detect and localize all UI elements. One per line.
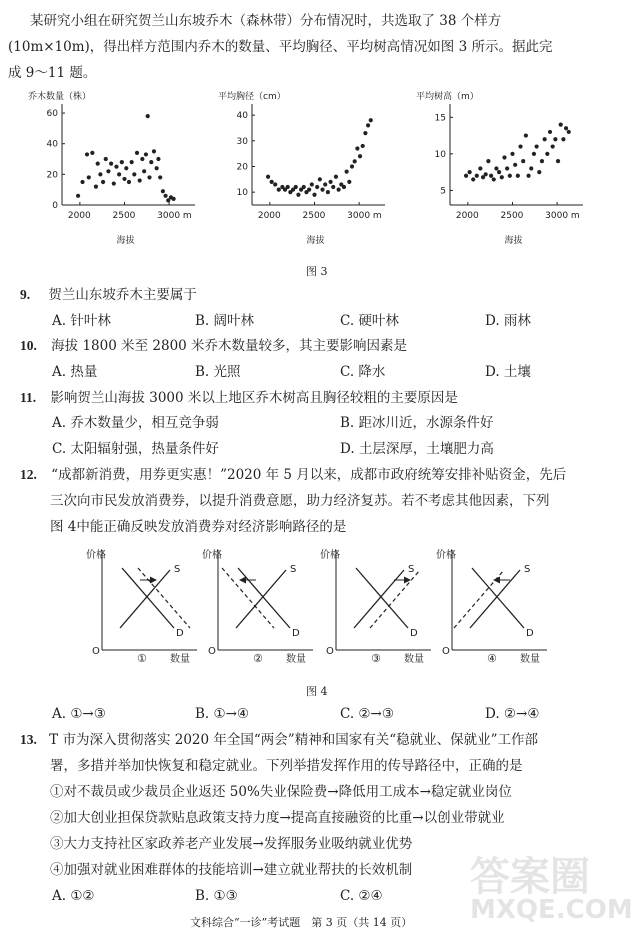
y-axis-label: 乔木数量（株） <box>28 92 92 102</box>
data-point <box>163 194 167 198</box>
data-point <box>135 151 139 155</box>
quantity-label: 数量 <box>404 654 424 665</box>
x-tick-label: 3000 m <box>157 211 192 221</box>
demand-curve <box>356 568 408 628</box>
y-axis-label: 平均胸径（cm） <box>218 92 286 102</box>
supply-curve <box>470 570 520 628</box>
quantity-label: 数量 <box>170 654 190 665</box>
data-point <box>537 170 541 174</box>
y-tick-label: 15 <box>434 113 446 124</box>
data-point <box>513 163 517 167</box>
data-point <box>138 178 142 182</box>
data-point <box>548 130 552 134</box>
data-point <box>567 130 571 134</box>
q12-option-b[interactable]: B. ①→④ <box>195 706 250 722</box>
y-tick-label: 20 <box>236 162 248 173</box>
data-point <box>521 159 525 163</box>
question-stem-line-1: “成都新消费，用券更实惠！”2020 年 5 月以来，成都市政府统筹安排补贴资金，先后 <box>51 467 567 483</box>
shifted-curve <box>222 568 274 628</box>
data-point <box>302 185 306 189</box>
x-axis-label: 海拔 <box>116 236 135 246</box>
data-point <box>484 172 488 176</box>
data-point <box>146 114 150 118</box>
data-point <box>315 185 319 189</box>
data-point <box>543 137 547 141</box>
data-point <box>117 172 121 176</box>
data-point <box>312 193 316 197</box>
origin-label: O <box>92 646 100 657</box>
data-point <box>76 194 80 198</box>
watermark-url: MXQE.COM <box>470 895 633 925</box>
data-point <box>80 180 84 184</box>
y-tick-label: 30 <box>236 136 248 147</box>
q12-option-a[interactable]: A. ①→③ <box>52 706 106 722</box>
data-point <box>155 166 159 170</box>
data-point <box>101 180 105 184</box>
q11-option-d[interactable]: D. 土层深厚，土壤肥力高 <box>340 441 494 457</box>
question-stem: 海拔 1800 米至 2800 米乔木数量较多，其主要影响因素是 <box>51 338 408 354</box>
data-point <box>296 193 300 197</box>
q13-option-c[interactable]: C. ②④ <box>340 888 383 904</box>
origin-label: O <box>326 646 334 657</box>
panel-label: ③ <box>371 652 381 665</box>
q9-option-a[interactable]: A. 针叶林 <box>52 313 111 329</box>
data-point <box>294 185 298 189</box>
data-point <box>366 123 370 127</box>
data-point <box>353 159 357 163</box>
data-point <box>532 152 536 156</box>
data-point <box>132 172 136 176</box>
data-point <box>144 152 148 156</box>
data-point <box>556 159 560 163</box>
supply-curve <box>120 570 170 628</box>
q9-option-b[interactable]: B. 阔叶林 <box>195 313 255 329</box>
data-point <box>286 185 290 189</box>
y-tick-label: 0 <box>52 201 58 211</box>
data-point <box>120 160 124 164</box>
x-axis-label: 海拔 <box>306 236 325 246</box>
data-point <box>273 182 277 186</box>
data-point <box>161 189 165 193</box>
data-point <box>331 185 335 189</box>
intro-line-2: (10m×10m)，得出样方范围内乔木的数量、平均胸径、平均树高情况如图 3 所示。据此完 <box>8 39 553 55</box>
data-point <box>127 180 131 184</box>
data-point <box>318 177 322 181</box>
intro-line-1: 某研究小组在研究贺兰山东坡乔木（森林带）分布情况时，共选取了 38 个样方 <box>30 13 502 29</box>
data-point <box>130 160 134 164</box>
y-tick-label: 20 <box>46 170 58 181</box>
x-tick-label: 2500 <box>500 211 524 221</box>
data-point <box>471 177 475 181</box>
data-point <box>524 133 528 137</box>
data-point <box>104 157 108 161</box>
data-point <box>553 137 557 141</box>
x-axis-label: 海拔 <box>504 236 523 246</box>
data-point <box>152 149 156 153</box>
data-point <box>551 144 555 148</box>
data-point <box>328 180 332 184</box>
demand-curve <box>122 568 174 628</box>
data-point <box>106 169 110 173</box>
data-point <box>369 118 373 122</box>
data-point <box>96 162 100 166</box>
data-point <box>142 169 146 173</box>
q13-option-a[interactable]: A. ①② <box>52 888 95 904</box>
supply-label: S <box>290 564 297 575</box>
q12-option-c[interactable]: C. ②→③ <box>340 706 394 722</box>
supply-label: S <box>174 564 181 575</box>
x-tick-label: 2500 <box>302 211 326 221</box>
question-stem-line-2: 三次向市民发放消费券，以提升消费意愿，助力经济复苏。若不考虑其他因素，下列 <box>50 493 550 509</box>
data-point <box>158 175 162 179</box>
data-point <box>489 174 493 178</box>
price-label: 价格 <box>86 550 106 561</box>
data-point <box>334 175 338 179</box>
data-point <box>355 146 359 150</box>
demand-curve <box>238 568 290 628</box>
origin-label: O <box>442 646 450 657</box>
question-13 <box>20 731 538 749</box>
demand-curve <box>472 568 524 628</box>
question-12 <box>20 466 566 484</box>
y-tick-label: 40 <box>46 139 58 150</box>
data-point <box>85 152 89 156</box>
chart-avg-dbh <box>218 90 385 246</box>
question-number: 13. <box>20 732 37 747</box>
q13-item-1: ①对不裁员或少裁员企业返还 50%失业保险费→降低用工成本→稳定就业岗位 <box>50 784 512 800</box>
origin-label: O <box>208 646 216 657</box>
data-point <box>109 162 113 166</box>
figure-3-caption: 图 3 <box>306 265 328 278</box>
data-point <box>172 197 176 201</box>
data-point <box>266 175 270 179</box>
question-number: 12. <box>20 467 37 482</box>
watermark-logo: 答案圈 <box>470 854 590 900</box>
data-point <box>516 174 520 178</box>
data-point <box>529 166 533 170</box>
data-point <box>345 170 349 174</box>
demand-label: D <box>176 628 184 639</box>
data-point <box>337 187 341 191</box>
data-point <box>535 144 539 148</box>
q13-item-2: ②加大创业担保贷款贴息政策支持力度→提高直接融资的比重→以创业带就业 <box>50 810 505 826</box>
x-tick-label: 3000 m <box>347 211 382 221</box>
data-point <box>147 175 151 179</box>
figure-3 <box>0 86 637 261</box>
x-tick-label: 3000 m <box>545 211 580 221</box>
data-point <box>486 159 490 163</box>
data-point <box>320 187 324 191</box>
data-point <box>358 154 362 158</box>
page-footer: 文科综合“一诊”考试题 第 3 页（共 14 页） <box>190 916 413 929</box>
shifted-curve <box>454 570 504 628</box>
data-point <box>87 175 91 179</box>
question-stem-line-3: 图 4中能正确反映发放消费券对经济影响路径的是 <box>50 519 347 535</box>
y-axis-label: 平均树高（m） <box>416 92 479 102</box>
demand-label: D <box>526 628 534 639</box>
quantity-label: 数量 <box>286 654 306 665</box>
x-tick-label: 2000 <box>455 211 479 221</box>
data-point <box>545 152 549 156</box>
question-number: 11. <box>20 390 37 405</box>
question-10 <box>20 337 407 355</box>
intro-line-3: 成 9～11 题。 <box>8 65 97 81</box>
data-point <box>270 180 274 184</box>
data-point <box>561 137 565 141</box>
data-point <box>494 166 498 170</box>
q10-option-d[interactable]: D. 土壤 <box>485 364 531 380</box>
q12-option-d[interactable]: D. ②→④ <box>485 706 540 722</box>
question-stem: 贺兰山东坡乔木主要属于 <box>48 287 197 303</box>
data-point <box>526 174 530 178</box>
q13-item-4: ④加强对就业困难群体的技能培训→建立就业帮扶的长效机制 <box>50 862 413 878</box>
y-tick-label: 10 <box>236 188 248 199</box>
data-point <box>559 123 563 127</box>
question-number: 10. <box>20 338 37 353</box>
price-label: 价格 <box>436 550 456 561</box>
y-tick-label: 10 <box>434 149 446 160</box>
data-point <box>505 166 509 170</box>
price-label: 价格 <box>320 550 340 561</box>
supply-label: S <box>408 564 415 575</box>
data-point <box>277 187 281 191</box>
question-11 <box>20 389 458 407</box>
x-tick-label: 2000 <box>67 211 91 221</box>
data-point <box>464 174 468 178</box>
panel-label: ④ <box>487 652 497 665</box>
q13-item-3: ③大力支持社区家政养老产业发展→发挥服务业吸纳就业优势 <box>50 836 413 852</box>
q11-option-c[interactable]: C. 太阳辐射强，热量条件好 <box>52 441 219 457</box>
data-point <box>323 182 327 186</box>
data-point <box>326 190 330 194</box>
data-point <box>492 177 496 181</box>
x-tick-label: 2000 <box>257 211 281 221</box>
data-point <box>156 157 160 161</box>
y-tick-label: 60 <box>46 109 58 120</box>
demand-label: D <box>410 628 418 639</box>
question-stem-line-2: 署，多措并举加快恢复和稳定就业。下列举措发挥作用的传导路径中，正确的是 <box>50 758 523 774</box>
data-point <box>98 172 102 176</box>
data-point <box>112 181 116 185</box>
q10-option-c[interactable]: C. 降水 <box>340 364 386 380</box>
data-point <box>361 144 365 148</box>
q11-option-b[interactable]: B. 距冰川近，水源条件好 <box>340 415 494 431</box>
supply-curve <box>354 570 404 628</box>
data-point <box>122 177 126 181</box>
q13-option-b[interactable]: B. ①③ <box>195 888 238 904</box>
data-point <box>475 174 479 178</box>
data-point <box>518 144 522 148</box>
q9-option-c[interactable]: C. 硬叶林 <box>340 313 399 329</box>
supply-demand-panel <box>202 548 313 665</box>
data-point <box>478 166 482 170</box>
data-point <box>307 187 311 191</box>
supply-label: S <box>524 564 531 575</box>
chart-tree-count <box>28 90 195 246</box>
data-point <box>94 185 98 189</box>
data-point <box>502 155 506 159</box>
panel-label: ① <box>137 652 147 665</box>
q10-option-a[interactable]: A. 热量 <box>52 364 98 380</box>
question-9 <box>20 286 197 304</box>
x-tick-label: 2500 <box>112 211 136 221</box>
panel-label: ② <box>253 652 263 665</box>
data-point <box>540 159 544 163</box>
quantity-label: 数量 <box>520 654 540 665</box>
data-point <box>90 151 94 155</box>
data-point <box>564 126 568 130</box>
figure-4-caption: 图 4 <box>306 685 328 698</box>
price-label: 价格 <box>202 550 222 561</box>
shifted-curve <box>370 570 420 628</box>
question-stem: 影响贺兰山海拔 3000 米以上地区乔木树高且胸径较粗的主要原因是 <box>50 390 458 406</box>
question-stem-line-1: T 市为深入贯彻落实 2020 年全国“两会”精神和国家有关“稳就业、保就业”工作部 <box>49 732 539 748</box>
q10-option-b[interactable]: B. 光照 <box>195 364 241 380</box>
data-point <box>497 170 501 174</box>
data-point <box>500 175 504 179</box>
y-tick-label: 40 <box>236 111 248 122</box>
data-point <box>510 152 514 156</box>
data-point <box>347 180 351 184</box>
data-point <box>468 170 472 174</box>
data-point <box>508 174 512 178</box>
data-point <box>342 185 346 189</box>
data-point <box>140 157 144 161</box>
demand-label: D <box>292 628 300 639</box>
data-point <box>114 165 118 169</box>
data-point <box>363 131 367 135</box>
q11-option-a[interactable]: A. 乔木数量少，相互竞争弱 <box>52 415 219 431</box>
chart-avg-height <box>416 90 583 246</box>
supply-curve <box>236 570 286 628</box>
data-point <box>124 166 128 170</box>
question-number: 9. <box>20 287 31 302</box>
data-point <box>310 182 314 186</box>
q9-option-d[interactable]: D. 雨林 <box>485 313 531 329</box>
data-point <box>149 160 153 164</box>
data-point <box>350 164 354 168</box>
supply-demand-panel <box>320 548 431 665</box>
y-tick-label: 5 <box>440 186 446 197</box>
figure-4 <box>0 540 637 700</box>
supply-demand-panel <box>436 548 547 665</box>
supply-demand-panel <box>86 548 197 665</box>
